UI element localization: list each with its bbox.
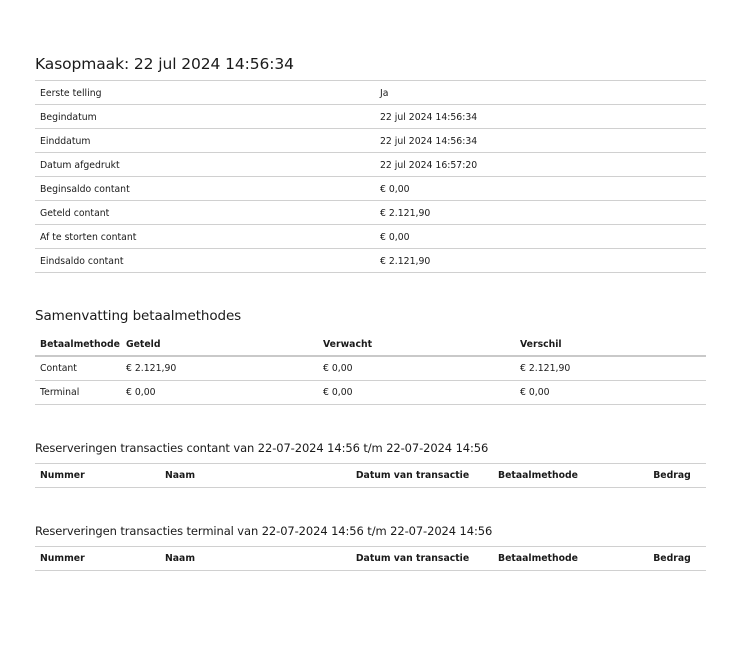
row-label: Begindatum: [40, 111, 97, 123]
row-value: 22 jul 2024 16:57:20: [380, 159, 478, 171]
cash-count-summary-table: [35, 80, 706, 273]
cell: € 2.121,90: [126, 362, 177, 374]
row-label: Geteld contant: [40, 207, 110, 219]
cash-reservations-table: [35, 463, 706, 488]
terminal-reservations-table: [35, 546, 706, 571]
column-header: Nummer: [40, 553, 85, 564]
cash-reservations-heading: Reserveringen transacties contant van 22-07-2024 14:56 t/m 22-07-2024 14:56: [35, 441, 489, 455]
table-row: [35, 177, 706, 201]
table-row: [35, 225, 706, 249]
page-title: Kasopmaak: 22 jul 2024 14:56:34: [35, 55, 294, 73]
column-header: Nummer: [40, 470, 85, 481]
column-header: Bedrag: [653, 470, 691, 481]
column-header: Verschil: [520, 338, 562, 350]
table-row: [35, 105, 706, 129]
column-header: Datum van transactie: [355, 553, 470, 564]
terminal-reservations-heading: Reserveringen transacties terminal van 22-07-2024 14:56 t/m 22-07-2024 14:56: [35, 524, 493, 538]
table-header-row: [35, 464, 706, 488]
row-value: 22 jul 2024 14:56:34: [380, 111, 478, 123]
table-header-row: [35, 547, 706, 571]
table-row: [35, 249, 706, 273]
table-row: [35, 129, 706, 153]
row-value: € 0,00: [380, 231, 410, 243]
column-header: Verwacht: [323, 338, 373, 350]
table-row: [35, 81, 706, 105]
cell: € 0,00: [323, 386, 353, 398]
table-header-row: [35, 333, 706, 356]
column-header: Geteld: [126, 338, 161, 350]
row-label: Eerste telling: [40, 87, 102, 99]
row-label: Datum afgedrukt: [40, 159, 120, 171]
cell: Terminal: [40, 386, 80, 398]
cell: Contant: [40, 362, 77, 374]
cell: € 0,00: [126, 386, 156, 398]
row-value: € 0,00: [380, 183, 410, 195]
cell: € 0,00: [323, 362, 353, 374]
column-header: Datum van transactie: [355, 470, 470, 481]
table-row: [35, 153, 706, 177]
column-header: Bedrag: [653, 553, 691, 564]
cell: € 2.121,90: [520, 362, 571, 374]
row-label: Af te storten contant: [40, 231, 137, 243]
row-value: € 2.121,90: [380, 255, 431, 267]
column-header: Naam: [165, 470, 196, 481]
row-value: 22 jul 2024 14:56:34: [380, 135, 478, 147]
row-value: € 2.121,90: [380, 207, 431, 219]
column-header: Betaalmethode: [498, 470, 578, 481]
table-row: [35, 201, 706, 225]
cell: € 0,00: [520, 386, 550, 398]
payment-summary-table: [35, 333, 706, 405]
table-row: [35, 380, 706, 404]
column-header: Naam: [165, 553, 196, 564]
row-label: Beginsaldo contant: [40, 183, 130, 195]
row-label: Einddatum: [40, 135, 91, 147]
column-header: Betaalmethode: [40, 338, 120, 350]
row-label: Eindsaldo contant: [40, 255, 124, 267]
table-row: [35, 356, 706, 380]
row-value: Ja: [380, 87, 389, 99]
payment-summary-heading: Samenvatting betaalmethodes: [35, 308, 242, 324]
column-header: Betaalmethode: [498, 553, 578, 564]
